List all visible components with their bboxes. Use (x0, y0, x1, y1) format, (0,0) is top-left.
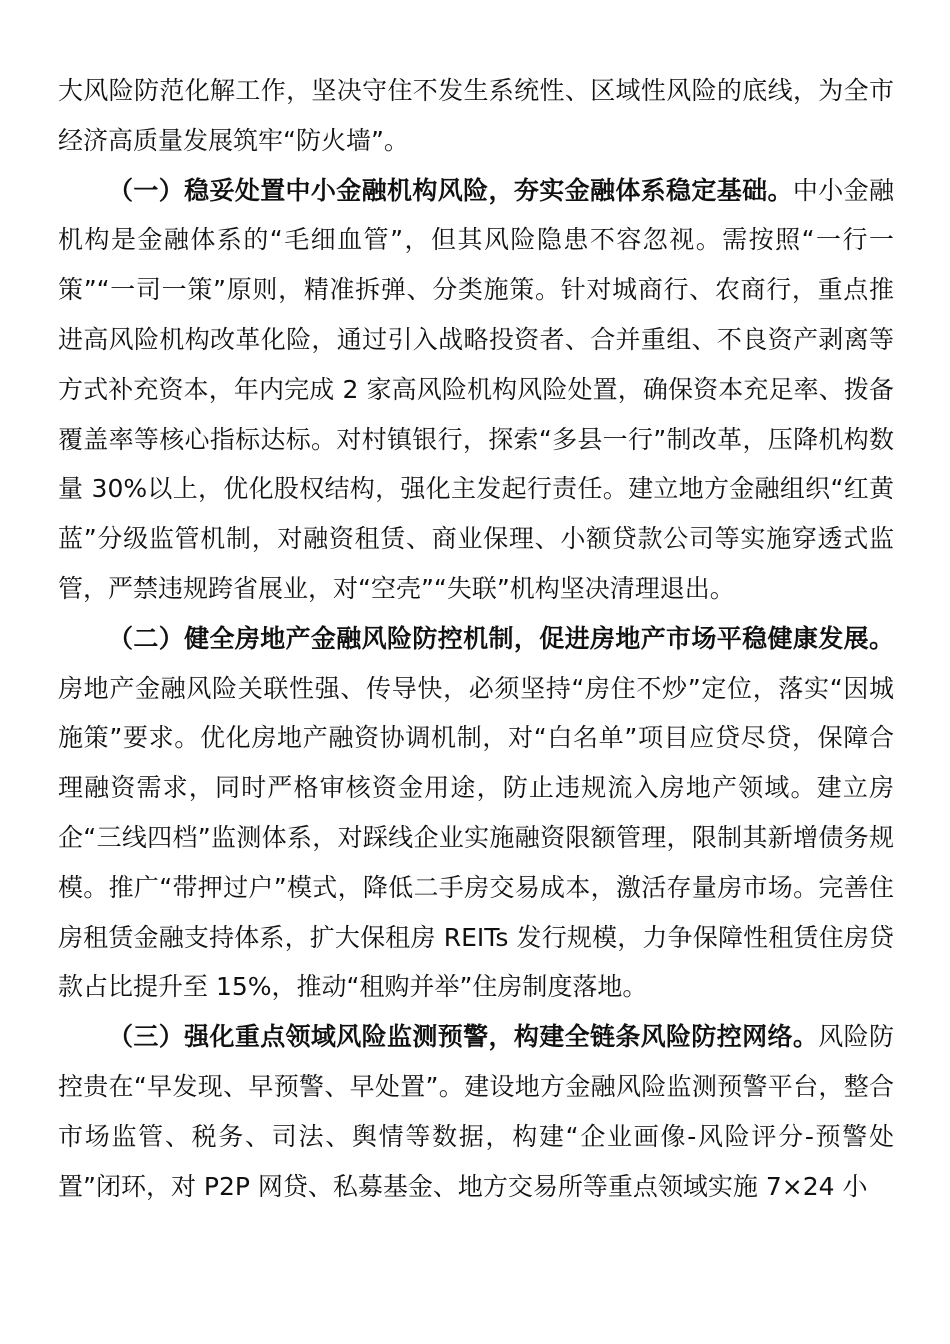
section-heading: （二）健全房地产金融风险防控机制，促进房地产市场平稳健康发展。 (108, 623, 894, 653)
paragraph-body: 风险防控贵在“早发现、早预警、早处置”。建设地方金融风险监测预警平台，整合市场监管、税务、司法、舆情等数据，构建“企业画像-风险评分-预警处置”闭环，对 P2P 网贷、私募基金、地方交易所等重点领域实施 7×24 小 (58, 1022, 894, 1201)
section-heading: （三）强化重点领域风险监测预警，构建全链条风险防控网络。 (108, 1022, 819, 1052)
paragraph-section-2 (58, 614, 894, 1012)
paragraph-body: 中小金融机构是金融体系的“毛细血管”，但其风险隐患不容忽视。需按照“一行一策”“一司一策”原则，精准拆弹、分类施策。针对城商行、农商行，重点推进高风险机构改革化险，通过引入战略投资者、合并重组、不良资产剥离等方式补充资本，年内完成 2 家高风险机构风险处置，确保资本充足率、拨备覆盖率等核心指标达标。对村镇银行，探索“多县一行”制改革，压降机构数量 30%以上，优化股权结构，强化主发起行责任。建立地方金融组织“红黄蓝”分级监管机制，对融资租赁、商业保理、小额贷款公司等实施穿透式监管，严禁违规跨省展业，对“空壳”“失联”机构坚决清理退出。 (58, 175, 894, 603)
section-heading: （一）稳妥处置中小金融机构风险，夯实金融体系稳定基础。 (108, 175, 793, 205)
paragraph-body: 房地产金融风险关联性强、传导快，必须坚持“房住不炒”定位，落实“因城施策”要求。优化房地产融资协调机制，对“白名单”项目应贷尽贷，保障合理融资需求，同时严格审核资金用途，防止违规流入房地产领域。建立房企“三线四档”监测体系，对踩线企业实施融资限额管理，限制其新增债务规模。推广“带押过户”模式，降低二手房交易成本，激活存量房市场。完善住房租赁金融支持体系，扩大保租房 REITs 发行规模，力争保障性租赁住房贷款占比提升至 15%，推动“租购并举”住房制度落地。 (58, 673, 894, 1002)
paragraph-section-1 (58, 166, 894, 614)
paragraph-continuation (58, 66, 894, 166)
document-page (58, 66, 894, 1211)
paragraph-section-3 (58, 1012, 894, 1211)
paragraph-body: 大风险防范化解工作，坚决守住不发生系统性、区域性风险的底线，为全市经济高质量发展筑牢“防火墙”。 (58, 76, 894, 155)
